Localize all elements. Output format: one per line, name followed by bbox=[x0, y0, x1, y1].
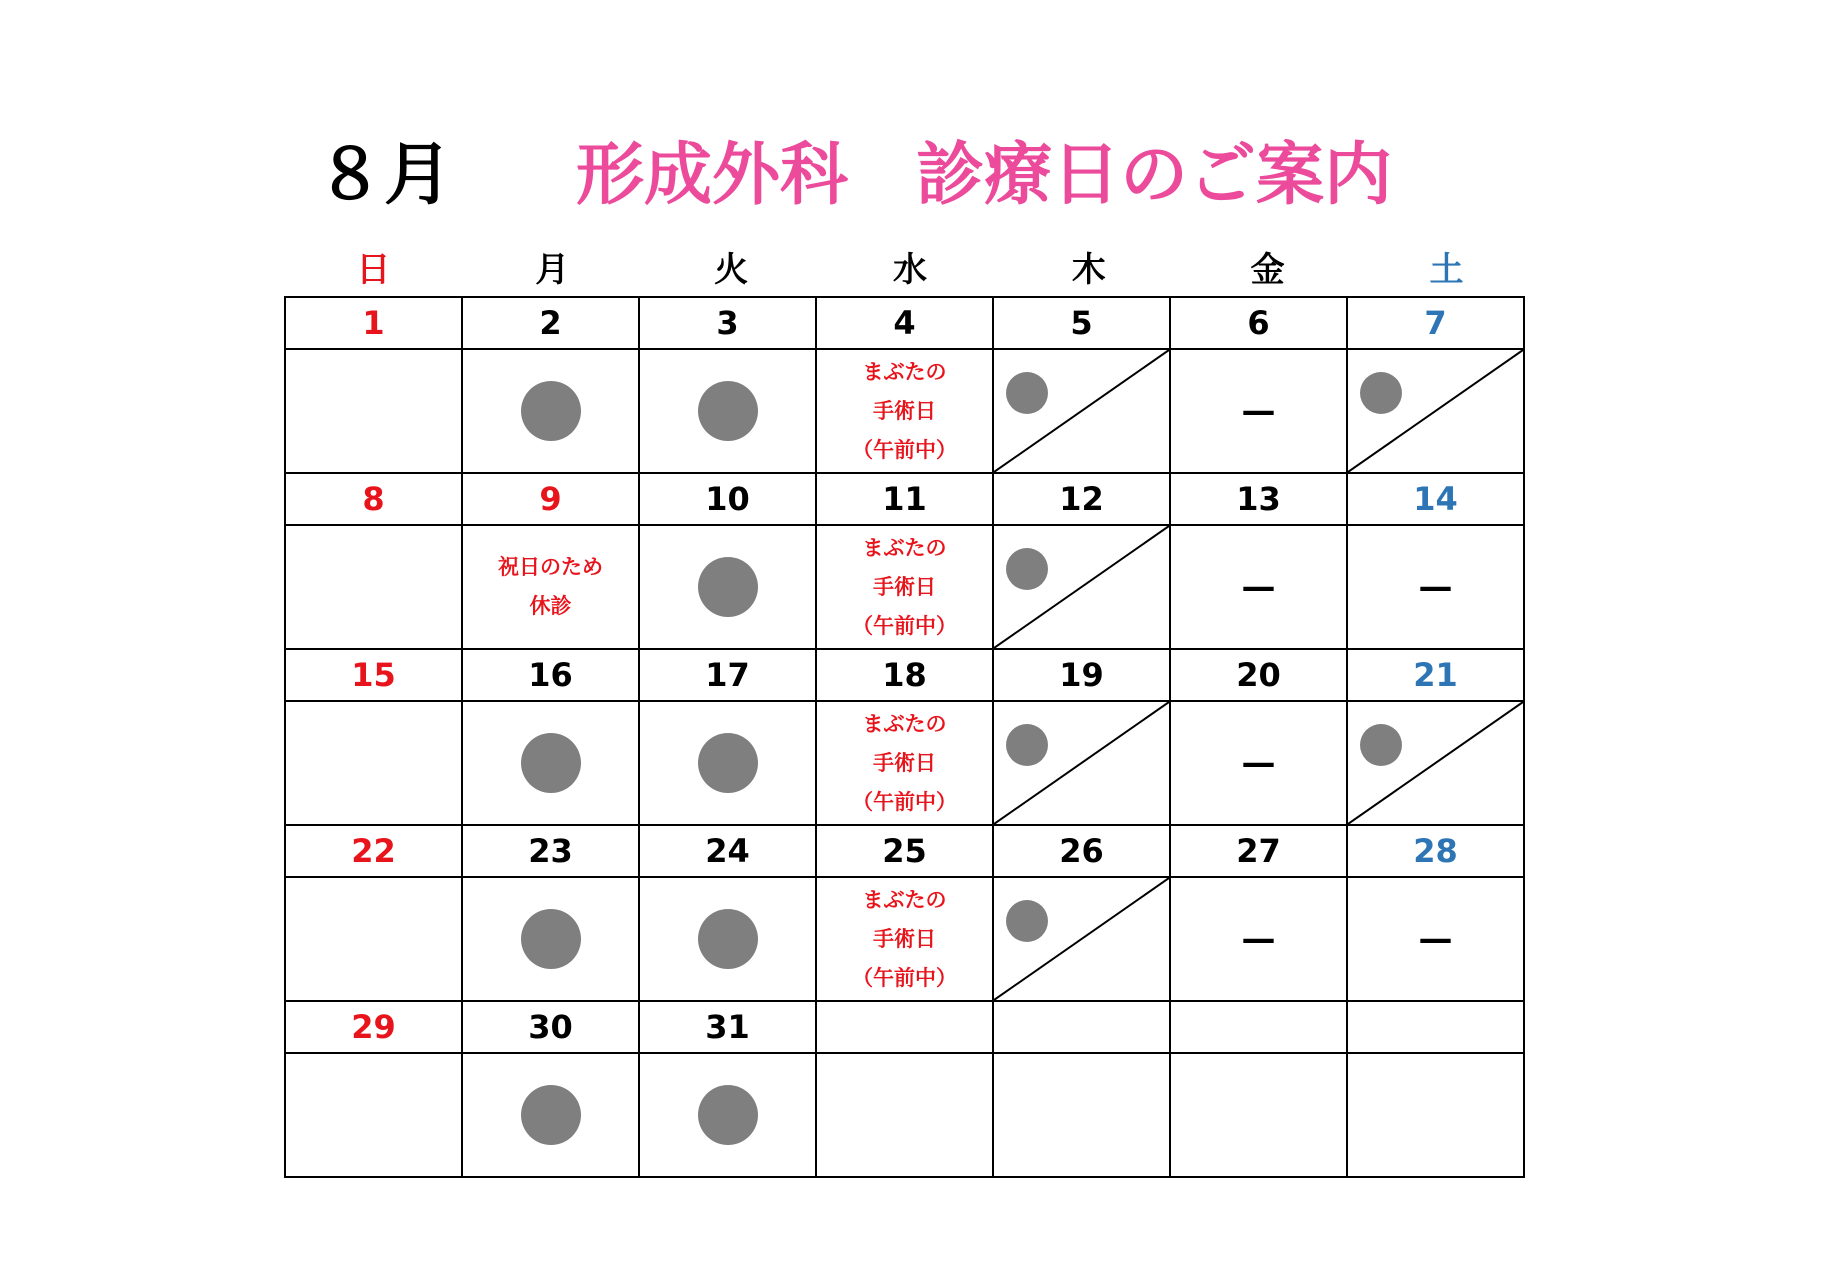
schedule-note-line: （午前中） bbox=[852, 613, 957, 638]
date-cell: 26 bbox=[993, 825, 1170, 877]
open-all-day-circle-icon bbox=[698, 909, 758, 969]
schedule-cell bbox=[1170, 877, 1347, 1001]
date-cell: 25 bbox=[816, 825, 993, 877]
schedule-note-line: 手術日 bbox=[873, 398, 936, 423]
schedule-cell bbox=[993, 701, 1170, 825]
date-cell: 27 bbox=[1170, 825, 1347, 877]
date-cell: 8 bbox=[285, 473, 462, 525]
weekday-label: 水 bbox=[892, 250, 927, 290]
schedule-cell bbox=[462, 525, 639, 649]
closed-dash: — bbox=[1241, 391, 1276, 431]
schedule-cell bbox=[993, 349, 1170, 473]
schedule-row bbox=[285, 1053, 1524, 1177]
date-cell: 14 bbox=[1347, 473, 1524, 525]
weekday-label: 火 bbox=[714, 250, 749, 290]
schedule-note-line: まぶたの bbox=[862, 535, 947, 560]
schedule-cell bbox=[285, 1053, 462, 1177]
schedule-cell bbox=[639, 701, 816, 825]
weekday-label: 日 bbox=[356, 250, 391, 290]
date-cell: 18 bbox=[816, 649, 993, 701]
open-all-day-circle-icon bbox=[521, 381, 581, 441]
schedule-cell bbox=[993, 877, 1170, 1001]
open-all-day-circle-icon bbox=[698, 733, 758, 793]
morning-circle-icon bbox=[1006, 548, 1048, 590]
date-row bbox=[285, 825, 1524, 877]
schedule-note-line: 手術日 bbox=[873, 926, 936, 951]
schedule-cell bbox=[816, 525, 993, 649]
schedule-cell bbox=[816, 349, 993, 473]
page-title: 形成外科 診療日のご案内 bbox=[576, 136, 1393, 215]
date-cell: 6 bbox=[1170, 297, 1347, 349]
schedule-cell bbox=[285, 701, 462, 825]
morning-only-mark bbox=[994, 526, 1169, 648]
date-cell bbox=[1170, 1001, 1347, 1053]
month-title: ８月 bbox=[316, 136, 453, 215]
schedule-cell bbox=[285, 877, 462, 1001]
open-all-day-circle-icon bbox=[698, 1085, 758, 1145]
schedule-note-line: （午前中） bbox=[852, 965, 957, 990]
schedule-note-line: まぶたの bbox=[862, 887, 947, 912]
morning-circle-icon bbox=[1006, 900, 1048, 942]
morning-circle-icon bbox=[1006, 372, 1048, 414]
morning-only-mark bbox=[994, 702, 1169, 824]
schedule-cell bbox=[285, 349, 462, 473]
morning-circle-icon bbox=[1006, 724, 1048, 766]
date-cell: 9 bbox=[462, 473, 639, 525]
schedule-note-line: まぶたの bbox=[862, 359, 947, 384]
open-all-day-circle-icon bbox=[521, 733, 581, 793]
date-cell: 29 bbox=[285, 1001, 462, 1053]
closed-dash: — bbox=[1418, 567, 1453, 607]
open-all-day-circle-icon bbox=[698, 557, 758, 617]
date-cell: 31 bbox=[639, 1001, 816, 1053]
date-cell: 23 bbox=[462, 825, 639, 877]
date-row bbox=[285, 649, 1524, 701]
date-row bbox=[285, 473, 1524, 525]
morning-only-mark bbox=[1348, 702, 1523, 824]
schedule-cell bbox=[1170, 525, 1347, 649]
schedule-cell bbox=[816, 877, 993, 1001]
schedule-note-line: （午前中） bbox=[852, 789, 957, 814]
closed-dash: — bbox=[1241, 567, 1276, 607]
date-cell: 7 bbox=[1347, 297, 1524, 349]
schedule-cell bbox=[639, 877, 816, 1001]
schedule-cell bbox=[1347, 525, 1524, 649]
date-cell: 1 bbox=[285, 297, 462, 349]
date-cell bbox=[1347, 1001, 1524, 1053]
closed-dash: — bbox=[1241, 919, 1276, 959]
date-cell bbox=[993, 1001, 1170, 1053]
schedule-cell bbox=[462, 1053, 639, 1177]
date-cell: 24 bbox=[639, 825, 816, 877]
date-cell bbox=[816, 1001, 993, 1053]
schedule-row bbox=[285, 701, 1524, 825]
weekday-label: 木 bbox=[1071, 250, 1106, 290]
schedule-row bbox=[285, 349, 1524, 473]
weekday-label: 土 bbox=[1429, 250, 1464, 290]
date-cell: 2 bbox=[462, 297, 639, 349]
schedule-cell bbox=[1170, 701, 1347, 825]
closed-dash: — bbox=[1241, 743, 1276, 783]
weekday-label: 月 bbox=[535, 250, 570, 290]
date-cell: 15 bbox=[285, 649, 462, 701]
schedule-cell bbox=[639, 525, 816, 649]
date-cell: 17 bbox=[639, 649, 816, 701]
schedule-cell bbox=[993, 1053, 1170, 1177]
schedule-note-line: 祝日のため bbox=[498, 555, 603, 579]
schedule-cell bbox=[462, 877, 639, 1001]
morning-circle-icon bbox=[1360, 372, 1402, 414]
schedule-cell bbox=[639, 1053, 816, 1177]
open-all-day-circle-icon bbox=[521, 1085, 581, 1145]
date-cell: 19 bbox=[993, 649, 1170, 701]
schedule-cell bbox=[1347, 349, 1524, 473]
morning-circle-icon bbox=[1360, 724, 1402, 766]
schedule-note-line: （午前中） bbox=[852, 437, 957, 462]
morning-only-mark bbox=[994, 878, 1169, 1000]
open-all-day-circle-icon bbox=[521, 909, 581, 969]
date-cell: 11 bbox=[816, 473, 993, 525]
schedule-cell bbox=[639, 349, 816, 473]
date-cell: 10 bbox=[639, 473, 816, 525]
morning-only-mark bbox=[1348, 350, 1523, 472]
schedule-note-line: 手術日 bbox=[873, 574, 936, 599]
schedule-cell bbox=[1170, 1053, 1347, 1177]
date-cell: 22 bbox=[285, 825, 462, 877]
date-row bbox=[285, 297, 1524, 349]
calendar-table bbox=[284, 296, 1525, 1178]
date-cell: 16 bbox=[462, 649, 639, 701]
schedule-row bbox=[285, 525, 1524, 649]
schedule-cell bbox=[1347, 877, 1524, 1001]
date-row bbox=[285, 1001, 1524, 1053]
schedule-cell bbox=[462, 701, 639, 825]
open-all-day-circle-icon bbox=[698, 381, 758, 441]
schedule-cell bbox=[1347, 1053, 1524, 1177]
schedule-cell bbox=[285, 525, 462, 649]
date-cell: 3 bbox=[639, 297, 816, 349]
date-cell: 21 bbox=[1347, 649, 1524, 701]
schedule-note-line: 手術日 bbox=[873, 750, 936, 775]
weekday-header bbox=[284, 245, 1536, 295]
schedule-cell bbox=[993, 525, 1170, 649]
date-cell: 28 bbox=[1347, 825, 1524, 877]
schedule-cell bbox=[816, 1053, 993, 1177]
date-cell: 12 bbox=[993, 473, 1170, 525]
schedule-note-line: まぶたの bbox=[862, 711, 947, 736]
schedule-cell bbox=[462, 349, 639, 473]
date-cell: 30 bbox=[462, 1001, 639, 1053]
morning-only-mark bbox=[994, 350, 1169, 472]
date-cell: 4 bbox=[816, 297, 993, 349]
date-cell: 20 bbox=[1170, 649, 1347, 701]
schedule-cell bbox=[1170, 349, 1347, 473]
schedule-row bbox=[285, 877, 1524, 1001]
schedule-cell bbox=[1347, 701, 1524, 825]
schedule-note-line: 休診 bbox=[529, 594, 572, 618]
date-cell: 13 bbox=[1170, 473, 1347, 525]
date-cell: 5 bbox=[993, 297, 1170, 349]
weekday-label: 金 bbox=[1250, 250, 1285, 290]
schedule-cell bbox=[816, 701, 993, 825]
closed-dash: — bbox=[1418, 919, 1453, 959]
